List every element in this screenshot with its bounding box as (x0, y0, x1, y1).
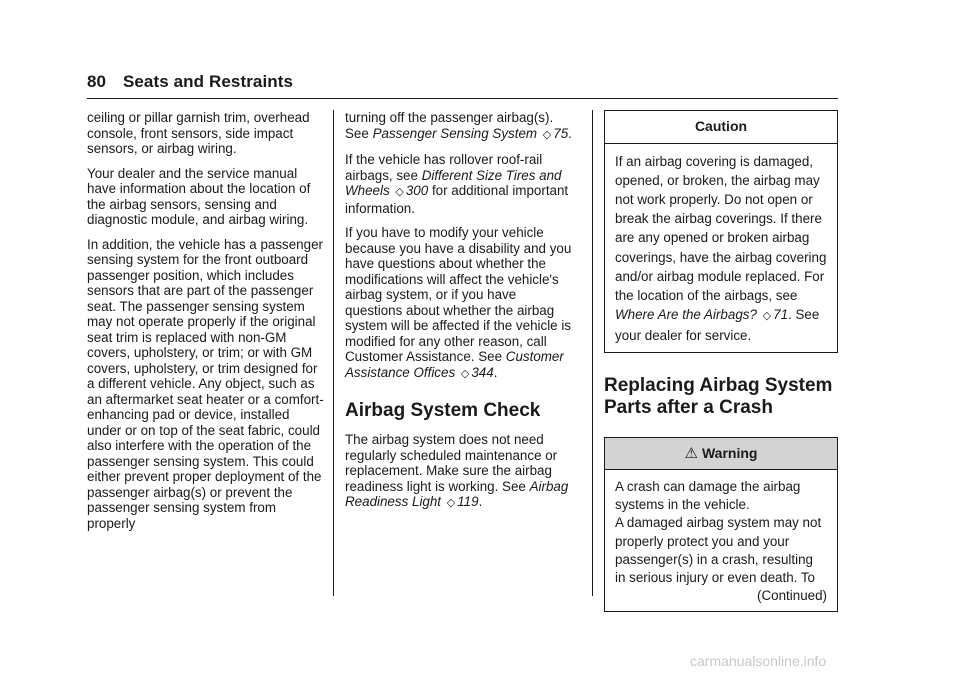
paragraph: In addition, the vehicle has a passenger sensing system for the front outboard passenger position, which includes sensors that are part of the passenger seat. The passenger sensing system may not operate properly if the original seat trim is replaced with non-GM covers, upholstery, or trim; or with GM covers, upholstery, or trim designed for a different vehicle. Any object, such as an aftermarket seat heater or a comfort-enhancing pad or device, installed under or on top of the seat fabric, could also interfere with the operation of the passenger sensing system. This could either prevent proper deployment of the passenger airbag(s) or prevent the passenger sensing system from properly (87, 236, 324, 531)
reference-arrow-icon: ◇ (446, 497, 456, 509)
column-divider-2 (592, 110, 593, 596)
paragraph-text: The airbag system does not need regularly scheduled maintenance or replacement. Make sure the airbag readiness light is working. See (345, 432, 558, 494)
paragraph-text: If you have to modify your vehicle because you have a disability and you have questions about whether the modifications will affect the vehicle's airbag system, or if you have questions about whether the airbag system will be affected if the vehicle is modified for any other reason, call Customer Assistance. See (345, 225, 572, 364)
warning-triangle-icon: ⚠ (684, 444, 698, 462)
page-header (87, 72, 838, 92)
section-title: Seats and Restraints (122, 72, 294, 91)
caution-text: See your dealer for service. (615, 307, 820, 344)
reference-arrow-icon: ◇ (542, 128, 552, 141)
column-3 (604, 110, 838, 612)
caution-text: If an airbag covering is damaged, opened, or broken, the airbag may not work properly. Do not open or break the airbag coverings. If there are any opened or broken airbag coverings, have the airbag covering and/or airbag module replaced. For the location of the airbags, see (615, 153, 827, 303)
continued-label: (Continued) (757, 588, 827, 604)
watermark: carmanualsonline.info (690, 653, 827, 669)
header-rule (87, 98, 838, 99)
reference-page[interactable]: 300 (405, 183, 429, 198)
column-2 (345, 110, 577, 521)
reference-page[interactable]: 344 (471, 364, 494, 380)
paragraph-text: turning off the passenger airbag(s). See (345, 110, 554, 141)
cross-reference-link[interactable]: Passenger Sensing System (372, 125, 538, 141)
paragraph: If you have to modify your vehicle because you have a disability and you have questions about whether the modifications will affect the vehicle's airbag system, or if you have questions about whether the airbag system will be affected if the vehicle is modified for any other reason, call Customer Assistance. See Customer Assistance Offices ◇ 344. (345, 225, 572, 380)
page-number: 80 (87, 72, 107, 91)
paragraph (345, 152, 577, 216)
section-heading: Replacing Airbag System Parts after a Crash (604, 374, 833, 418)
reference-arrow-icon: ◇ (762, 310, 772, 323)
warning-text: A damaged airbag system may not properly protect you and your passenger(s) in a crash, resulting in serious injury or even death. To (615, 515, 822, 586)
cross-reference-link[interactable]: Where Are the Airbags? (615, 307, 757, 323)
caution-title: Caution (605, 111, 837, 144)
caution-box (604, 110, 838, 353)
reference-arrow-icon: ◇ (460, 367, 470, 380)
paragraph-text: for additional important information. (345, 183, 569, 216)
reference-page[interactable]: 75 (553, 125, 569, 141)
paragraph: Your dealer and the service manual have information about the location of the airbag sensors, sensing and diagnostic module, and airbag wiring. (87, 165, 311, 227)
paragraph-text: If the vehicle has rollover roof-rail airbags, see (345, 152, 543, 183)
column-divider-1 (333, 110, 334, 596)
reference-arrow-icon: ◇ (395, 186, 404, 198)
paragraph: The airbag system does not need regularly scheduled maintenance or replacement. Make sure the airbag readiness light is working. See Airbag Readiness Light ◇ 119. (345, 432, 569, 509)
warning-title: Warning (701, 444, 758, 461)
warning-box (604, 437, 838, 613)
reference-page[interactable]: 119 (457, 494, 479, 509)
caution-body: If an airbag covering is damaged, opened, or broken, the airbag may not work properly. Do not open or break the airbag coverings. If there are any opened or broken airbag coverings, have the airbag covering and/or airbag module replaced. For the location of the airbags, see Where Are the Airbags? ◇ 71. See your dealer for service. (615, 153, 827, 344)
cross-reference-link[interactable]: Different Size Tires and Wheels (345, 167, 562, 198)
paragraph: ceiling or pillar garnish trim, overhead console, front sensors, side impact sensors, or airbag wiring. (87, 110, 310, 156)
cross-reference-link[interactable]: Airbag Readiness Light (345, 478, 569, 509)
warning-body (605, 470, 837, 611)
column-1 (87, 110, 327, 540)
paragraph: turning off the passenger airbag(s). See Passenger Sensing System ◇ 75. (345, 110, 572, 141)
warning-header (605, 438, 837, 471)
reference-page[interactable]: 71 (773, 307, 789, 323)
warning-text: A crash can damage the airbag systems in the vehicle. (615, 479, 801, 513)
section-heading: Airbag System Check (345, 400, 541, 421)
cross-reference-link[interactable]: Customer Assistance Offices (345, 349, 564, 380)
